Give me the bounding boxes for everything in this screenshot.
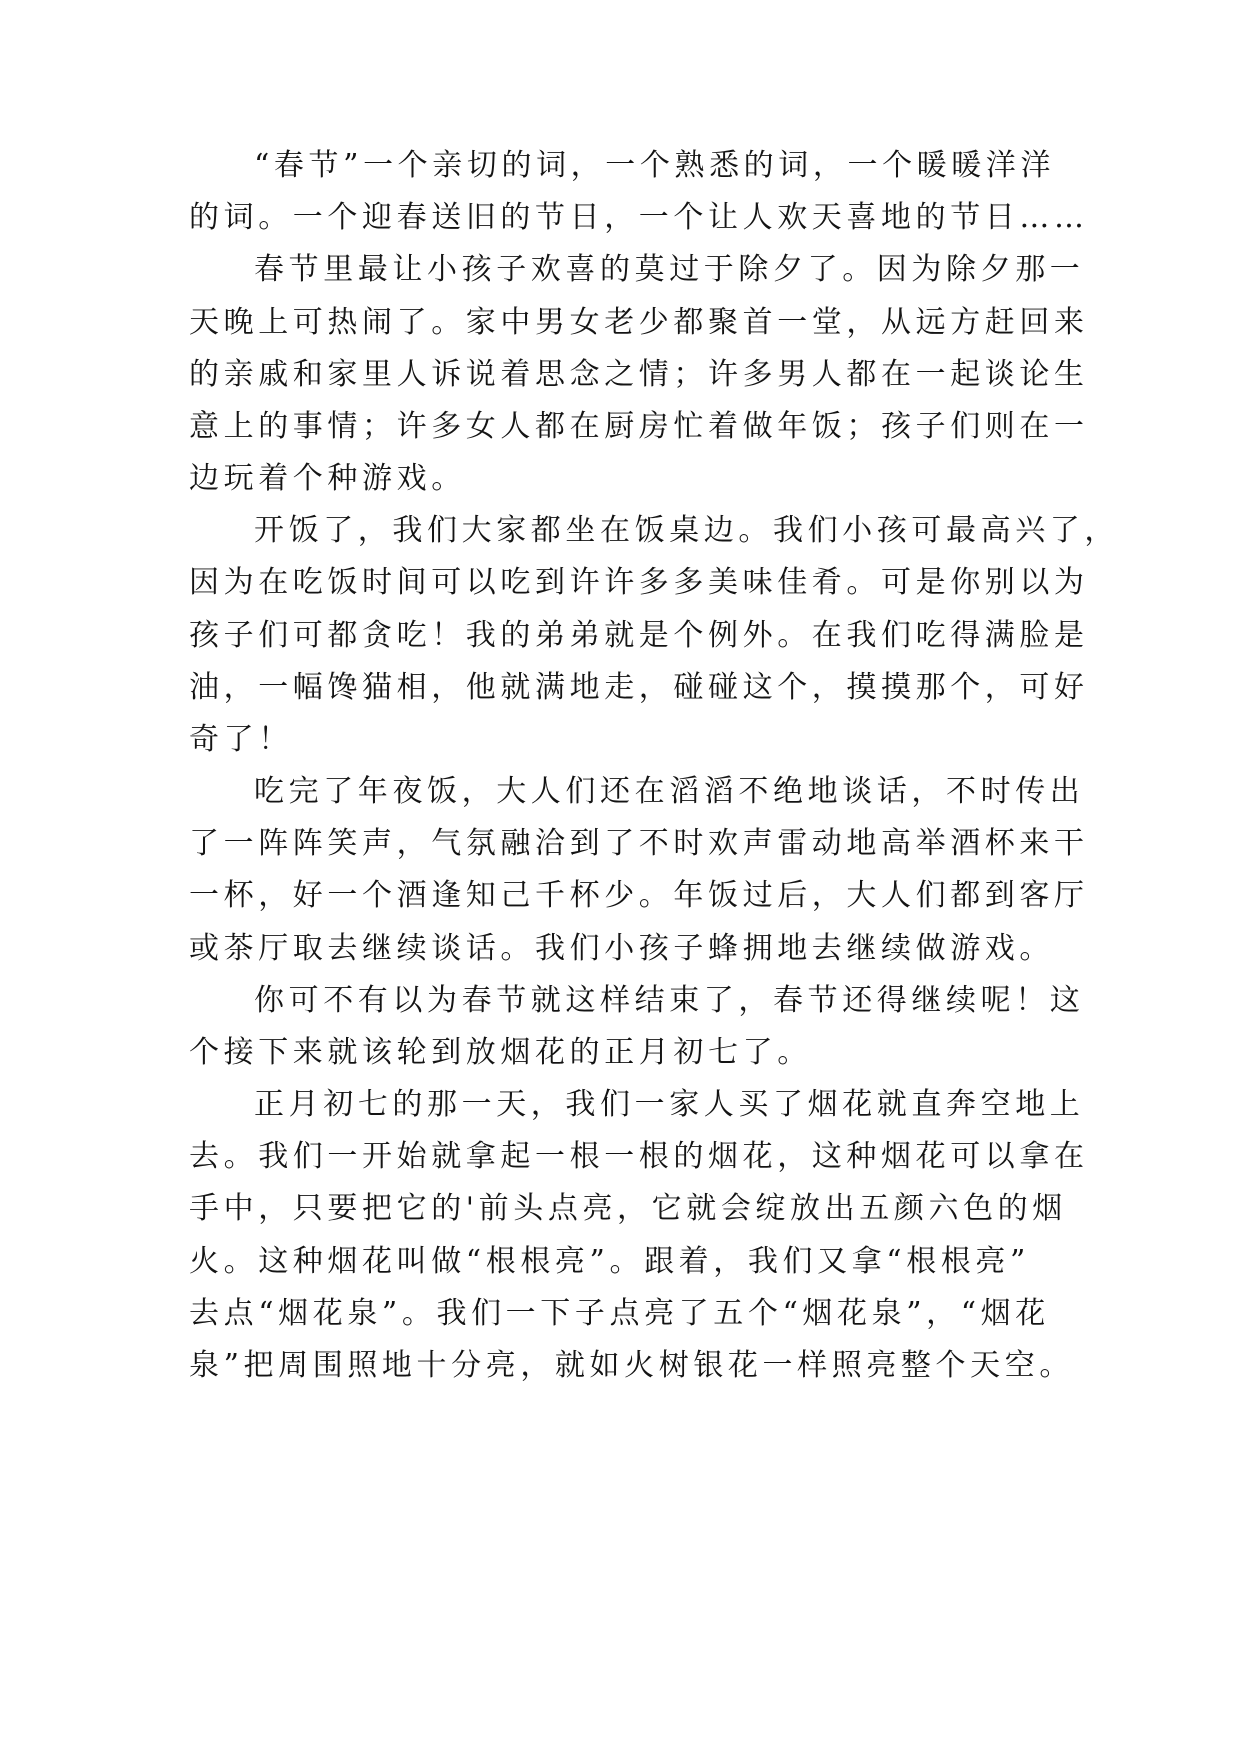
- paragraph-2-line-2: 天晚上可热闹了。家中男女老少都聚首一堂，从远方赶回来: [189, 305, 1089, 340]
- paragraph-6-line-6: 泉”把周围照地十分亮，就如火树银花一样照亮整个天空。: [189, 1348, 1074, 1383]
- paragraph-3-line-3: 孩子们可都贪吃！我的弟弟就是个例外。在我们吃得满脸是: [189, 618, 1089, 653]
- paragraph-4-line-1: 吃完了年夜饭，大人们还在滔滔不绝地谈话，不时传出: [254, 774, 1085, 809]
- paragraph-2-line-1: 春节里最让小孩子欢喜的莫过于除夕了。因为除夕那一: [254, 252, 1085, 287]
- paragraph-4-line-4: 或茶厅取去继续谈话。我们小孩子蜂拥地去继续做游戏。: [189, 931, 1054, 966]
- paragraph-4-line-3: 一杯，好一个酒逢知己千杯少。年饭过后，大人们都到客厅: [189, 878, 1089, 913]
- paragraph-3-line-4: 油，一幅馋猫相，他就满地走，碰碰这个，摸摸那个，可好: [189, 670, 1089, 705]
- paragraph-1-line-1: “春节”一个亲切的词，一个熟悉的词，一个暖暖洋洋: [254, 148, 1056, 183]
- paragraph-2-line-5: 边玩着个种游戏。: [189, 461, 466, 496]
- paragraph-2-line-4: 意上的事情；许多女人都在厨房忙着做年饭；孩子们则在一: [189, 409, 1089, 444]
- paragraph-4-line-2: 了一阵阵笑声，气氛融洽到了不时欢声雷动地高举酒杯来干: [189, 826, 1089, 861]
- paragraph-6-line-3: 手中，只要把它的'前头点亮，它就会绽放出五颜六色的烟: [189, 1191, 1067, 1226]
- paragraph-6-line-2: 去。我们一开始就拿起一根一根的烟花，这种烟花可以拿在: [189, 1139, 1089, 1174]
- paragraph-6-line-4: 火。这种烟花叫做“根根亮”。跟着，我们又拿“根根亮”: [189, 1244, 1030, 1279]
- paragraph-3-line-2: 因为在吃饭时间可以吃到许许多多美味佳肴。可是你别以为: [189, 565, 1089, 600]
- paragraph-6-line-5: 去点“烟花泉”。我们一下子点亮了五个“烟花泉”，“烟花: [189, 1296, 1050, 1331]
- paragraph-6-line-1: 正月初七的那一天，我们一家人买了烟花就直奔空地上: [254, 1087, 1085, 1122]
- paragraph-3-line-5: 奇了！: [189, 722, 293, 757]
- paragraph-5-line-1: 你可不有以为春节就这样结束了，春节还得继续呢！这: [254, 983, 1085, 1018]
- paragraph-1-line-2: 的词。一个迎春送旧的节日，一个让人欢天喜地的节日……: [189, 200, 1089, 235]
- paragraph-5-line-2: 个接下来就该轮到放烟花的正月初七了。: [189, 1035, 812, 1070]
- paragraph-2-line-3: 的亲戚和家里人诉说着思念之情；许多男人都在一起谈论生: [189, 357, 1089, 392]
- paragraph-3-line-1: 开饭了，我们大家都坐在饭桌边。我们小孩可最高兴了，: [254, 513, 1119, 548]
